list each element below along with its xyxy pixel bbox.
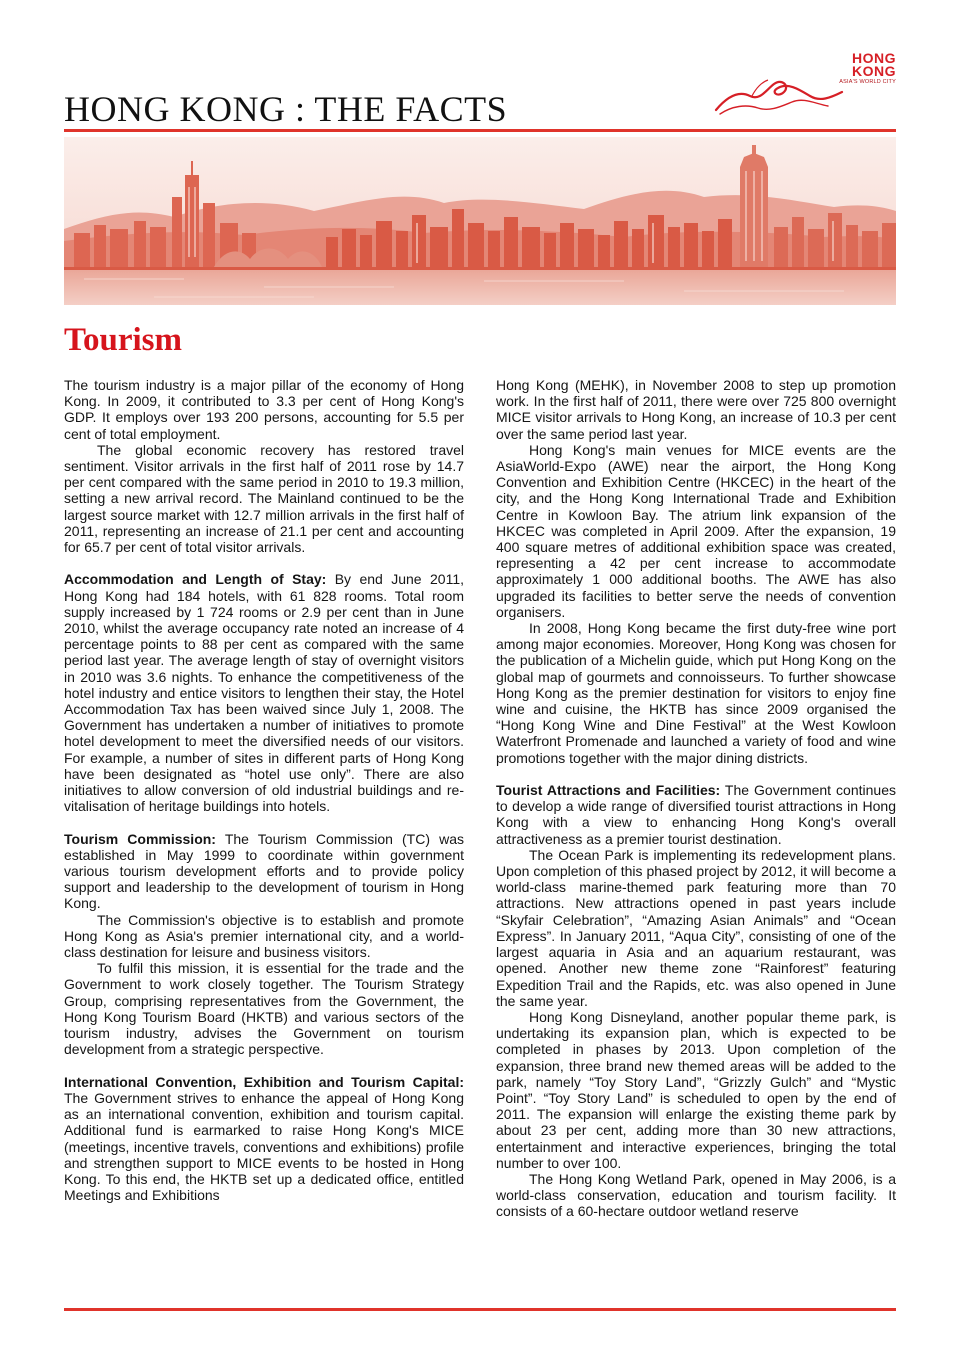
dragon-swirl-icon [712,70,844,118]
paragraph: In 2008, Hong Kong became the first duty-free wine port among major economies. Moreover, Hong Kong was chosen for the publication of a Michelin guide, which put Hong Kong on the global map of gourmets and connoisseurs. To further showcase Hong Kong as the premier destination for visitors to enjoy fine wine and cuisine, the HKTB has since 2009 organised the “Hong Kong Wine and Dine Festival” at the West Kowloon Waterfront Promenade and launched a variety of food and wine promotions together with the major dining districts. [496,620,896,766]
paragraph-heading: Tourism Commission: [64,830,216,847]
paragraph-heading: International Convention, Exhibition and Tourism Capital: [64,1073,464,1090]
paragraph [64,571,464,814]
header-rule [64,129,896,132]
paragraph: The Commission's objective is to establish and promote Hong Kong as Asia's premier international city, and a world-class destination for leisure and business visitors. [64,911,464,961]
paragraph [496,782,896,847]
paragraph-heading: Tourist Attractions and Facilities: [496,782,721,799]
paragraph: Hong Kong Disneyland, another popular theme park, is undertaking its expansion plan, which is expected to be completed in phases by 2013. Upon completion of the expansion, three brand new themed areas will be added to the park, namely “Toy Story Land”, “Grizzly Gulch” and “Mystic Point”. “Toy Story Land” is scheduled to open by the end of 2011. The expansion will enlarge the existing theme park by about 23 per cent, adding more than 30 new attractions, entertainment and interactive experiences, bringing the total number to over 100. [496,1008,896,1171]
paragraph: The Ocean Park is implementing its redevelopment plans. Upon completion of this phased project by 2012, it will become a world-class marine-themed park featuring more than 70 attractions. New attractions opened in past years include “Skyfair Celebration”, “Amazing Asian Animals” and “Ocean Express”. In January 2011, “Aqua City”, consisting of one of the largest aquaria in Asia and an aquarium restaurant, was opened. Another new theme zone “Rainforest” featuring Expedition Trail and the Rapids, etc. was also opened in June the same year. [496,846,896,1009]
logo-tagline: ASIA'S WORLD CITY [839,79,896,85]
text-column-right [496,377,896,1220]
paragraph-body: The Tourism Commission (TC) was established in May 1999 to coordinate within government various tourism development efforts and to provide policy support and leadership to the development of tourism in Hong Kong. [64,830,464,912]
paragraph: Hong Kong (MEHK), in November 2008 to step up promotion work. In the first half of 2011, there were over 725 800 overnight MICE visitor arrivals to Hong Kong, an increase of 10.3 per cent over the same period last year. [496,377,896,442]
logo-word-1: HONG [852,50,896,66]
footer-rule [64,1308,896,1311]
logo-word-2: KONG [852,63,896,79]
paragraph: The global economic recovery has restored travel sentiment. Visitor arrivals in the first half of 2011 rose by 14.7 per cent compared with the same period in 2010 to 19.3 million, setting a new arrival record. The Mainland continued to be the largest source market with 12.7 million arrivals in the first half of 2011, representing an increase of 21.1 per cent and accounting for 65.7 per cent of total visitor arrivals. [64,441,464,556]
paragraph-heading: Accommodation and Length of Stay: [64,571,327,588]
paragraph-body: The Government continues to develop a wide range of diversified tourist attractions in Hong Kong with a view to enhancing Hong Kong's overall attractiveness as a premier tourist destination. [496,782,896,847]
paragraph: The tourism industry is a major pillar of the economy of Hong Kong. In 2009, it contributed to 3.3 per cent of Hong Kong's GDP. It employs over 193 200 persons, accounting for 5.5 per cent of total employment. [64,377,464,442]
brand-logo [712,52,898,122]
paragraph: Hong Kong's main venues for MICE events are the AsiaWorld-Expo (AWE) near the airport, the Hong Kong Convention and Exhibition Centre (HKCEC) in the heart of the city, and the Hong Kong International Trade and Exhibition Centre in Kowloon Bay. The atrium link expansion of the HKCEC was completed in April 2009. After the expansion, 19 400 square metres of additional exhibition space was created, representing a 42 per cent increase to accommodate approximately 1 000 additional booths. The AWE has also upgraded its facilities to better serve the needs of convention organisers. [496,441,896,620]
paragraph-body: The Government strives to enhance the appeal of Hong Kong as an international convention, exhibition and tourism capital. Additional fund is earmarked to raise Hong Kong's MICE (meetings, incentive travels, conventions and exhibitions) profile and strengthen support to MICE events to be hosted in Hong Kong. To this end, the HKTB set up a dedicated office, entitled Meetings and Exhibitions [64,1089,464,1204]
page-title: HONG KONG : THE FACTS [64,89,508,129]
section-title: Tourism [64,322,182,358]
text-column-left [64,377,464,1203]
paragraph: The Hong Kong Wetland Park, opened in May 2006, is a world-class conservation, education and tourism facility. It consists of a 60-hectare outdoor wetland reserve [496,1170,896,1220]
paragraph: To fulfil this mission, it is essential for the trade and the Government to work closely together. The Tourism Strategy Group, comprising representatives from the Government, the Hong Kong Tourism Board (HKTB) and various sectors of the tourism industry, advises the Government on tourism development from a strategic perspective. [64,960,464,1058]
paragraph [64,831,464,912]
paragraph-body: By end June 2011, Hong Kong had 184 hotels, with 61 828 rooms. Total room supply increased by 1 724 rooms or 2.9 per cent than in June 2010, whilst the average occupancy rate noted an increase of 4 percentage points to 88 per cent as compared with the same period last year. The average length of stay of overnight visitors in 2010 was 3.6 nights. To enhance the competitiveness of the hotel industry and entice visitors to lengthen their stay, the Hotel Accommodation Tax has been waived since July 1, 2008. The Government has undertaken a number of initiatives to promote hotel development to meet the diversified needs of our visitors. For example, a number of sites in different parts of Hong Kong have been designated as “hotel use only”. There are also initiatives to allow conversion of old industrial buildings and re-vitalisation of heritage buildings into hotels. [64,571,464,815]
skyline-image [64,137,896,305]
paragraph [64,1074,464,1204]
skyline-banner [64,137,896,305]
